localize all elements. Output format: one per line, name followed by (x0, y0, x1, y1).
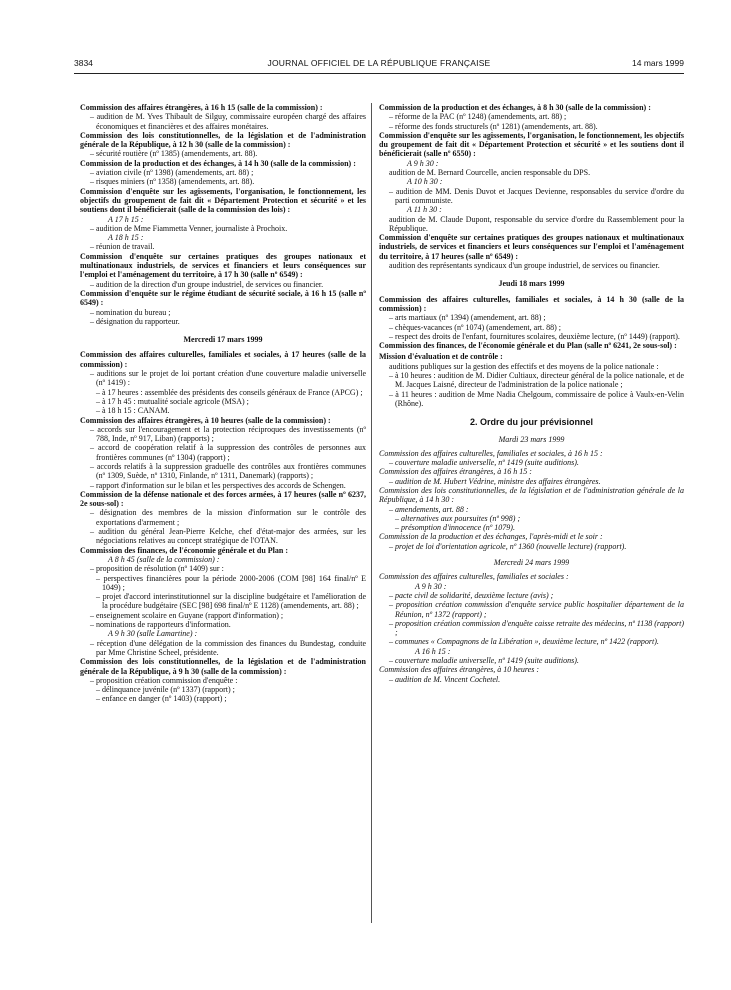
committee-heading: Commission d'enquête sur le régime étudiant de sécurité sociale, à 16 h 15 (salle nº 6549) : (80, 288, 366, 308)
agenda-subitem: – délinquance juvénile (nº 1337) (rapport) ; (96, 685, 235, 695)
committee-heading: Commission des lois constitutionnelles, de la législation et de l'administration générale de la République, à 9 h 30 (salle de la commission) : (80, 657, 366, 676)
agenda-item: – nominations de rapporteurs d'information. (90, 620, 231, 630)
time-label: A 9 h 30 : (415, 581, 447, 591)
committee-heading: Commission d'enquête sur certaines pratiques des groupes nationaux et multinationaux industriels, de services et financiers et leurs conséquences sur l'emploi et l'aménagement du territoire, à 17 h 30 (salle nº 6549) : (80, 251, 366, 280)
committee-heading: Commission des finances, de l'économie générale et du Plan (salle nº 6241, 2e sous-sol) : (379, 341, 677, 351)
time-label: A 8 h 45 (salle de la commission) : (108, 554, 220, 564)
agenda-item: – audition de Mme Fiammetta Venner, journaliste à Prochoix. (90, 223, 288, 233)
agenda-subitem: – présomption d'innocence (nº 1079). (395, 523, 515, 533)
time-label: A 17 h 15 : (108, 214, 144, 224)
committee-heading: Commission de la défense nationale et des forces armées, à 17 heures (salle nº 6237, 2e sous-sol) : (80, 489, 366, 509)
agenda-subitem: – enfance en danger (nº 1403) (rapport) ; (96, 694, 227, 704)
committee-heading: Commission d'enquête sur les agissements, l'organisation, le fonctionnement, les objectifs du groupement de fait dit « Département Protection et sécurité » et les soutiens dont il bénéficierait (salle de la commission des lois) : (80, 186, 366, 215)
agenda-item: – respect des droits de l'enfant, fournitures scolaires, deuxième lecture, (nº 1449) (rapport). (389, 331, 680, 341)
agenda-subitem: – à 17 h 45 : mutualité sociale agricole (MSA) ; (96, 396, 249, 406)
committee-heading: Commission d'enquête sur les agissements, l'organisation, le fonctionnement, les objectifs du groupement de fait dit « Département Protection et sécurité » et les soutiens dont il bénéficierait (salle nº 6550) : (379, 130, 684, 159)
agenda-item: – réunion de travail. (90, 242, 155, 252)
issue-date: 14 mars 1999 (632, 58, 684, 68)
agenda-item: – audition de M. Yves Thibault de Silguy, commissaire européen chargé des affaires économiques et financières et des affaires monétaires. (90, 112, 366, 131)
agenda-item: – auditions sur le projet de loi portant création d'une couverture maladie universelle (nº 1419) : (90, 369, 366, 388)
agenda-item: – couverture maladie universelle, nº 1419 (suite auditions). (389, 458, 579, 468)
agenda-item: – projet de loi d'orientation agricole, nº 1360 (nouvelle lecture) (rapport). (389, 541, 627, 551)
agenda-item: – proposition création commission d'enquête service public hospitalier département de la Réunion, nº 1372 (rapport) ; (389, 600, 684, 619)
agenda-text: audition de M. Bernard Courcelle, ancien responsable du DPS. (389, 168, 591, 178)
agenda-item: – amendements, art. 88 : (389, 504, 469, 514)
committee-heading: Mission d'évaluation et de contrôle : (379, 352, 503, 362)
agenda-item: – risques miniers (nº 1358) (amendements, art. 88). (90, 177, 255, 187)
time-label: A 10 h 30 : (407, 177, 443, 187)
day-heading: Mercredi 17 mars 1999 (183, 335, 263, 345)
committee-heading: Commission des finances, de l'économie générale et du Plan : (80, 545, 288, 555)
agenda-subitem: – perspectives financières pour la période 2000-2006 (COM [98] 164 final/nº E 1049) ; (96, 573, 366, 592)
agenda-item: – audition de MM. Denis Duvot et Jacques Devienne, responsables du service d'ordre du parti communiste. (389, 186, 684, 205)
column-divider (371, 103, 372, 923)
agenda-item: – enseignement scolaire en Guyane (rapport d'information) ; (90, 610, 284, 620)
agenda-subitem: – à 18 h 15 : CANAM. (96, 406, 170, 416)
right-column (379, 103, 684, 684)
agenda-item: – accord de coopération relatif à la suppression des contrôles de personnes aux frontières communes (nº 1304) (rapport) ; (90, 443, 366, 462)
day-heading: Mardi 23 mars 1999 (498, 434, 565, 444)
agenda-text: audition de M. Claude Dupont, responsable du service d'ordre du Rassemblement pour la République. (389, 214, 684, 233)
agenda-item: – audition de la direction d'un groupe industriel, de services ou financier. (90, 279, 324, 289)
committee-heading: Commission des lois constitutionnelles, de la législation et de l'administration générale de la République, à 14 h 30 : (379, 485, 684, 505)
agenda-item: – audition du général Jean-Pierre Kelche, chef d'état-major des armées, sur les négociations relatives au concept stratégique de l'OTAN. (90, 527, 366, 546)
page-header (74, 58, 684, 72)
header-rule (74, 73, 684, 74)
day-heading: Mercredi 24 mars 1999 (493, 558, 570, 568)
agenda-subitem: – à 17 heures : assemblée des présidents des conseils généraux de France (APCG) ; (96, 387, 363, 397)
committee-heading: Commission des affaires culturelles, familiales et sociales : (379, 572, 569, 582)
agenda-subitem: – alternatives aux poursuites (nº 998) ; (395, 513, 521, 523)
committee-heading: Commission des affaires étrangères, à 10 heures (salle de la commission) : (80, 415, 331, 425)
section-heading: 2. Ordre du jour prévisionnel (469, 417, 594, 428)
agenda-item: – sécurité routière (nº 1385) (amendements, art. 88). (90, 149, 258, 159)
agenda-item: – proposition de résolution (nº 1409) sur : (90, 564, 224, 574)
committee-heading: Commission des affaires culturelles, familiales et sociales, à 17 heures (salle de la commission) : (80, 350, 366, 369)
agenda-item: – chèques-vacances (nº 1074) (amendement, art. 88) ; (389, 322, 561, 332)
agenda-item: – nomination du bureau ; (90, 307, 171, 317)
committee-heading: Commission de la production et des échanges, à 14 h 30 (salle de la commission) : (80, 158, 356, 168)
time-label: A 9 h 30 : (407, 158, 439, 168)
committee-heading: Commission de la production et des échanges, à 8 h 30 (salle de la commission) : (379, 103, 651, 112)
agenda-text: audition des représentants syndicaux d'un groupe industriel, de services ou financier. (389, 261, 660, 271)
day-heading: Jeudi 18 mars 1999 (498, 279, 565, 289)
page-number: 3834 (74, 58, 93, 68)
agenda-item: – audition de M. Vincent Cochetel. (389, 674, 501, 684)
committee-heading: Commission des affaires étrangères, à 16 h 15 (salle de la commission) : (80, 103, 323, 112)
committee-heading: Commission des affaires culturelles, familiales et sociales, à 16 h 15 : (379, 448, 603, 458)
agenda-item: – proposition création commission d'enquête caisse retraite des médecins, nº 1138 (rapport) ; (389, 618, 684, 638)
agenda-item: – réforme de la PAC (nº 1248) (amendements, art. 88) ; (389, 112, 567, 122)
committee-heading: Commission des affaires étrangères, à 16 h 15 : (379, 467, 532, 477)
left-column (80, 103, 366, 704)
committee-heading: Commission d'enquête sur certaines pratiques des groupes nationaux et multinationaux industriels, de services et financiers et leurs conséquences sur l'emploi et l'aménagement du territoire, à 17 heures (salle nº 6549) : (379, 233, 684, 261)
agenda-item: – rapport d'information sur le bilan et les perspectives des accords de Schengen. (90, 480, 346, 490)
committee-heading: Commission des affaires étrangères, à 10 heures : (379, 665, 539, 675)
agenda-item: – proposition création commission d'enquête : (90, 675, 238, 685)
agenda-item: – accords relatifs à la suppression graduelle des contrôles aux frontières communes (nº 1309, Suède, nº 1310, Finlande, nº 1311, Danemark) (rapports) ; (90, 461, 366, 481)
time-label: A 16 h 15 : (415, 646, 451, 656)
committee-heading: Commission des affaires culturelles, familiales et sociales, à 14 h 30 (salle de la commission) : (379, 294, 684, 313)
agenda-text: auditions publiques sur la gestion des effectifs et des moyens de la police nationale : (389, 361, 659, 371)
agenda-item: – désignation des membres de la mission d'information sur le contrôle des exportations d'armement ; (90, 508, 366, 527)
agenda-item: – communes « Compagnons de la Libération », deuxième lecture, nº 1422 (rapport). (389, 637, 659, 647)
agenda-item: – à 11 heures : audition de Mme Nadia Chelgoum, commissaire de police à Vaulx-en-Velin (Rhône). (389, 389, 684, 408)
agenda-item: – réforme des fonds structurels (nº 1281) (amendements, art. 88). (389, 121, 598, 131)
committee-heading: Commission de la production et des échanges, l'après-midi et le soir : (379, 532, 603, 542)
time-label: A 9 h 30 (salle Lamartine) : (108, 629, 198, 639)
time-label: A 11 h 30 : (407, 205, 442, 215)
agenda-item: – aviation civile (nº 1398) (amendements, art. 88) ; (90, 168, 254, 178)
agenda-item: – arts martiaux (nº 1394) (amendement, art. 88) ; (389, 313, 546, 323)
committee-heading: Commission des lois constitutionnelles, de la législation et de l'administration générale de la République, à 12 h 30 (salle de la commission) : (80, 130, 366, 150)
journal-title: JOURNAL OFFICIEL DE LA RÉPUBLIQUE FRANÇAISE (267, 58, 491, 68)
agenda-item: – réception d'une délégation de la commission des finances du Bundestag, conduite par Mme Christine Scheel, présidente. (90, 638, 366, 657)
agenda-item: – pacte civil de solidarité, deuxième lecture (avis) ; (389, 590, 554, 600)
agenda-item: – désignation du rapporteur. (90, 316, 180, 326)
agenda-subitem: – projet d'accord interinstitutionnel sur la discipline budgétaire et l'amélioration de la procédure budgétaire (SEC [98] 698 final/nº E 1128) (amendements, art. 88) ; (96, 592, 366, 611)
time-label: A 18 h 15 : (108, 233, 144, 243)
agenda-item: – à 10 heures : audition de M. Didier Cultiaux, directeur général de la police nationale, et de M. Jacques Laisné, directeur de l'administration de la police nationale ; (389, 371, 685, 390)
agenda-item: – audition de M. Hubert Védrine, ministre des affaires étrangères. (389, 476, 601, 486)
agenda-item: – couverture maladie universelle, nº 1419 (suite auditions). (389, 656, 579, 666)
agenda-item: – accords sur l'encouragement et la protection réciproques des investissements (nº 788, Inde, nº 917, Liban) (rapports) ; (90, 424, 366, 444)
